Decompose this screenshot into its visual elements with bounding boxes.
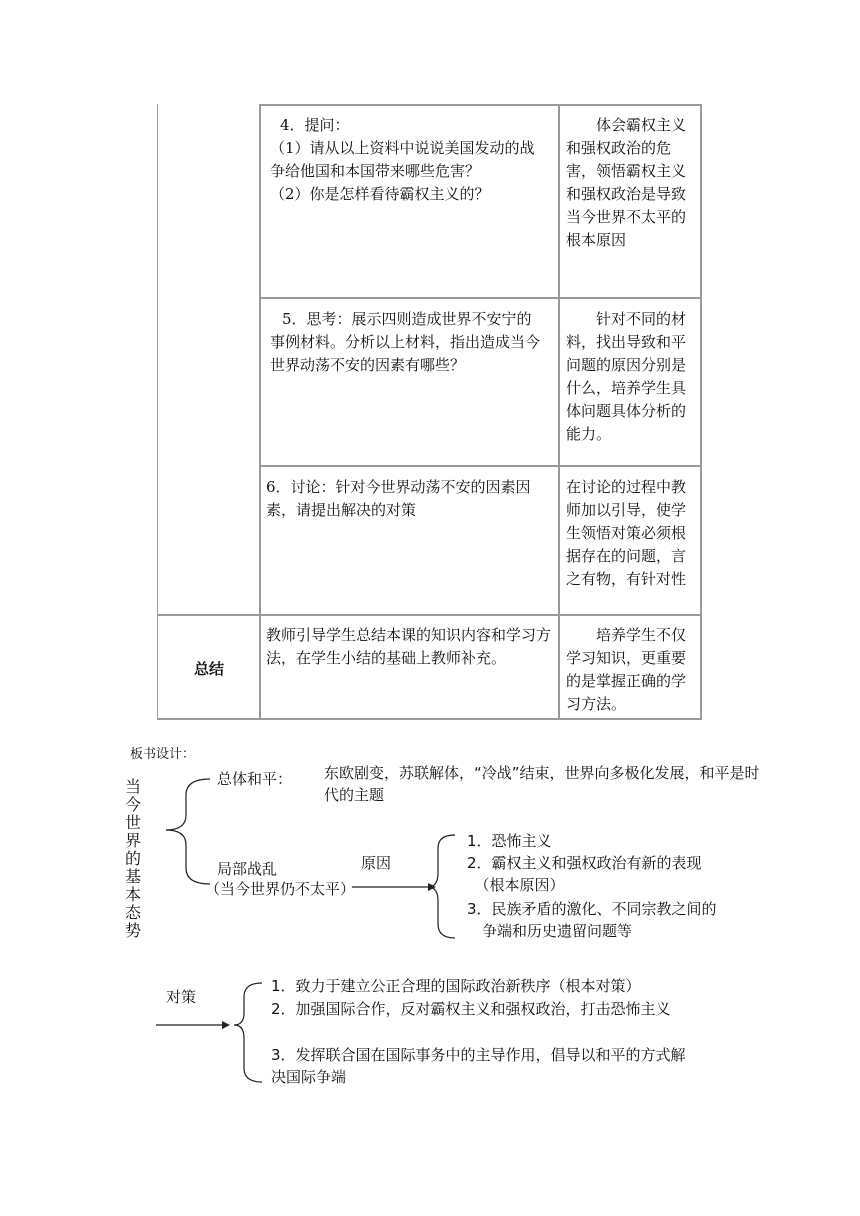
measure-arrowhead xyxy=(222,1021,230,1029)
table-cell-activity: 5．思考：展示四则造成世界不安宁的事例材料。分析以上材料，指出造成当今世界动荡不安的因素有哪些？ xyxy=(270,310,541,374)
table-cell-activity: 6．讨论：针对今世界动荡不安的因素因素，请提出解决的对策 xyxy=(266,478,531,519)
measure-item: 2．加强国际合作，反对霸权主义和强权政治，打击恐怖主义 xyxy=(271,1000,671,1018)
table-cell-intent: 针对不同的材料，找出导致和平问题的原因分别是什么，培养学生具体问题具体分析的能力。 xyxy=(566,310,687,443)
cause-item: 1．恐怖主义 xyxy=(467,832,552,850)
measure-label: 对策 xyxy=(166,988,197,1006)
cause-item: 3．民族矛盾的激化、不同宗教之间的 争端和历史遗留问题等 xyxy=(467,900,717,940)
measure-item: 3．发挥联合国在国际事务中的主导作用，倡导以和平的方式解决国际争端 xyxy=(271,1046,686,1086)
main-brace xyxy=(166,779,210,884)
measure-item: 1．致力于建立公正合理的国际政治新秩序（根本对策） xyxy=(271,977,641,995)
table-cell-stage: 总结 xyxy=(193,660,224,678)
table-cell-intent: 体会霸权主义和强权政治的危害，领悟霸权主义和强权政治是导致当今世界不太平的根本原因 xyxy=(566,116,687,249)
cause-brace xyxy=(428,835,455,938)
board-heading: 板书设计： xyxy=(130,747,196,762)
table-cell-intent: 培养学生不仅学习知识，更重要的是掌握正确的学习方法。 xyxy=(566,626,687,713)
branch-sub-war: （当今世界仍不太平） xyxy=(205,880,356,898)
branch-text-peace: 东欧剧变，苏联解体，“冷战”结束，世界向多极化发展，和平是时代的主题 xyxy=(324,764,760,804)
table-cell-intent: 在讨论的过程中教师加以引导，使学生领悟对策必须根据存在的问题，言之有物，有针对性 xyxy=(566,478,687,588)
table-cell-activity: 教师引导学生总结本课的知识内容和学习方法，在学生小结的基础上教师补充。 xyxy=(266,626,552,667)
cause-label: 原因 xyxy=(361,854,392,872)
branch-label-peace: 总体和平： xyxy=(217,770,293,788)
board-vertical-title: 当今世界的基本态势 xyxy=(124,777,141,940)
branch-label-war: 局部战乱 xyxy=(217,860,278,878)
cause-item: 2．霸权主义和强权政治有新的表现 （根本原因） xyxy=(467,854,702,894)
measure-brace xyxy=(234,983,262,1082)
table-cell-activity: 4．提问： （1）请从以上资料中说说美国发动的战争给他国和本国带来哪些危害？ （2）你是怎样看待霸权主义的？ xyxy=(270,116,535,203)
